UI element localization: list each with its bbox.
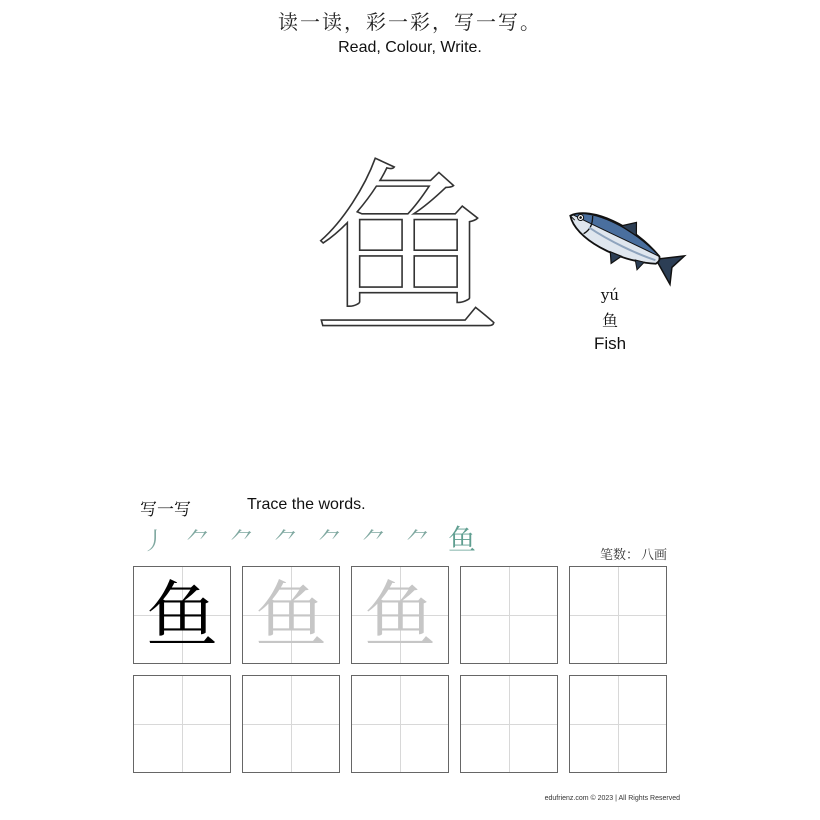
fish-icon: [556, 194, 688, 290]
colouring-character: [300, 150, 515, 350]
empty-cell-content: [134, 676, 230, 772]
stroke-step: ⺈: [186, 526, 210, 555]
writing-cell-trace[interactable]: [351, 566, 449, 664]
empty-cell-content: [243, 676, 339, 772]
model-character: 鱼: [145, 573, 218, 657]
empty-cell-content: [461, 676, 557, 772]
stroke-step: ⺈: [318, 526, 342, 555]
worksheet-title-chinese: 读一读，彩一彩，写一写。: [278, 10, 542, 34]
writing-cell-empty[interactable]: [460, 566, 558, 664]
stroke-step-final: 鱼: [447, 523, 476, 556]
writing-grid-row-2: [133, 675, 667, 773]
trace-character: 鱼: [363, 573, 436, 657]
stroke-step: ⺈: [406, 526, 430, 555]
writing-cell-empty[interactable]: [569, 675, 667, 773]
writing-cell-trace[interactable]: [242, 566, 340, 664]
stroke-step: ⺈: [362, 526, 386, 555]
writing-cell-empty[interactable]: [351, 675, 449, 773]
chinese-word-label: 鱼: [601, 311, 618, 330]
worksheet-title-english: Read, Colour, Write.: [338, 39, 482, 56]
empty-cell-content: [461, 567, 557, 663]
stroke-count-value: 八画: [641, 548, 668, 563]
stroke-step: ⺈: [230, 526, 254, 555]
english-word-label: Fish: [593, 334, 627, 353]
writing-cell-empty[interactable]: [133, 675, 231, 773]
trace-character: 鱼: [254, 573, 327, 657]
writing-cell-empty[interactable]: [569, 566, 667, 664]
pinyin-label: yú: [600, 286, 620, 304]
writing-cell-model[interactable]: [133, 566, 231, 664]
copyright-footer: edufrienz.com © 2023 | All Rights Reserved: [544, 795, 680, 802]
writing-cell-empty[interactable]: [460, 675, 558, 773]
stroke-step: 丿: [142, 526, 166, 555]
writing-grid-row-1: [133, 566, 667, 664]
colouring-character-outline: 鱼: [311, 150, 503, 350]
empty-cell-content: [570, 676, 666, 772]
stroke-order-sequence: [132, 520, 484, 556]
stroke-step: ⺈: [274, 526, 298, 555]
stroke-count-label: 笔数：: [600, 548, 640, 563]
empty-cell-content: [352, 676, 448, 772]
trace-section-title-english: Trace the words.: [247, 496, 366, 513]
writing-cell-empty[interactable]: [242, 675, 340, 773]
empty-cell-content: [570, 567, 666, 663]
trace-section-title-chinese: 写一写: [140, 500, 191, 520]
stroke-count: [598, 544, 667, 563]
